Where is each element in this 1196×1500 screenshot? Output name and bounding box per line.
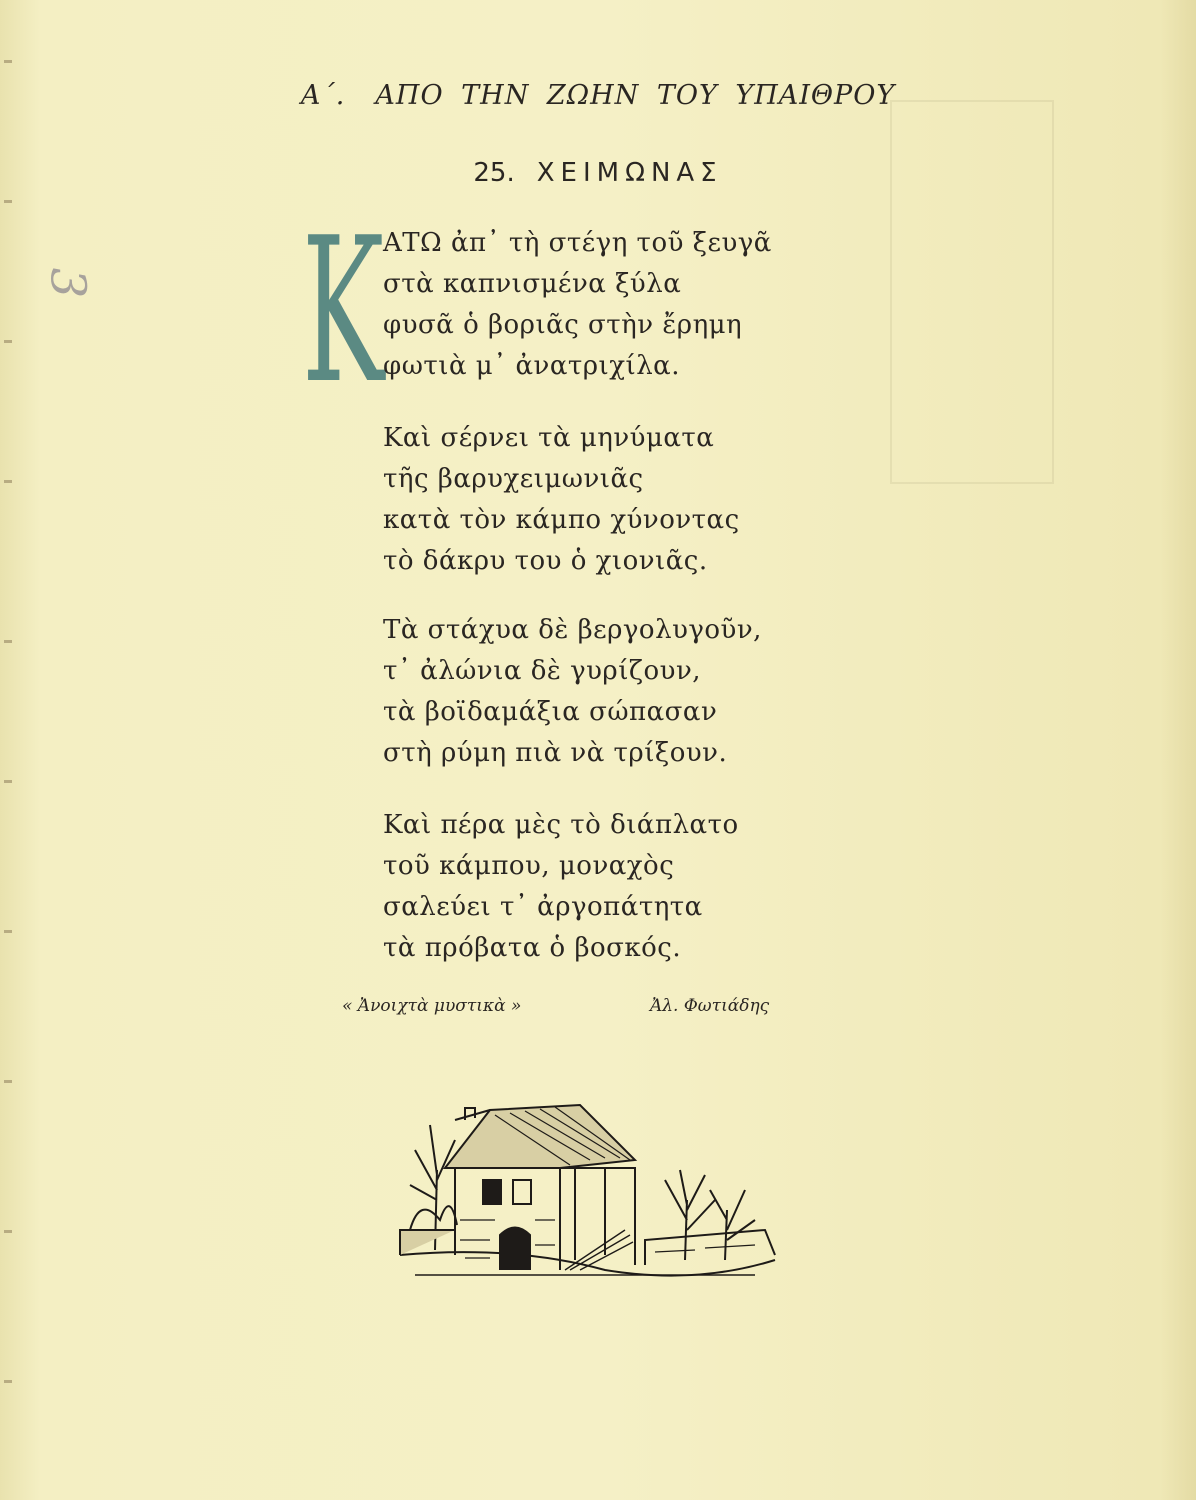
binding-mark [4,340,12,343]
stanza [383,223,772,387]
poem-line: Τὰ στάχυα δὲ βεργολυγοῦν, [383,615,762,645]
poem-line: κατὰ τὸν κάμπο χύνοντας [383,505,740,535]
poem-line: Καὶ σέρνει τὰ μηνύματα [383,423,715,453]
poem-line: τοῦ κάμπου, μοναχὸς [383,851,675,881]
stanza [383,610,762,774]
poem-line: στὰ καπνισμένα ξύλα [383,269,682,299]
poem-line: τὸ δάκρυ του ὁ χιονιᾶς. [383,546,708,576]
section-header [0,80,1196,111]
binding-mark [4,60,12,63]
binding-mark [4,1380,12,1383]
poem-line: τὰ πρόβατα ὁ βοσκός. [383,933,682,963]
poem-line: τ᾽ ἀλώνια δὲ γυρίζουν, [383,656,702,686]
poem-number: 25. [473,158,515,188]
poem-line: ΑΤΩ ἀπ᾽ τὴ στέγη τοῦ ξευγᾶ [383,228,772,258]
binding-mark [4,640,12,643]
poem-line: σαλεύει τ᾽ ἀργοπάτητα [383,892,703,922]
binding-mark [4,930,12,933]
poem-line: φωτιὰ μ᾽ ἀνατριχίλα. [383,351,681,381]
binding-mark [4,200,12,203]
poem-title-text: ΧΕΙΜΩΝΑΣ [536,158,723,188]
stanza [383,418,740,582]
poem-line: Καὶ πέρα μὲς τὸ διάπλατο [383,810,739,840]
binding-mark [4,1080,12,1083]
binding-mark [4,480,12,483]
section-part-number: Α΄. [300,80,346,111]
poem-line: τὰ βοϊδαμάξια σώπασαν [383,697,718,727]
poem-line: φυσᾶ ὁ βοριᾶς στὴν ἔρημη [383,310,743,340]
stanza [383,805,739,969]
poem-title [0,158,1196,188]
binding-mark [4,1230,12,1233]
binding-mark [4,780,12,783]
house-vignette-illustration [395,1080,785,1295]
pencil-margin-note: 3 [39,267,96,299]
poem-author: Ἀλ. Φωτιάδης [650,996,770,1016]
poem-source: « Ἀνοιχτὰ μυστικὰ » [342,996,522,1016]
poem-line: στὴ ρύμη πιὰ νὰ τρίξουν. [383,738,728,768]
drop-cap: Κ [302,195,385,428]
poem-line: τῆς βαρυχειμωνιᾶς [383,464,644,494]
section-title: ΑΠΟ ΤΗΝ ΖΩΗΝ ΤΟΥ ΥΠΑΙΘΡΟΥ [375,80,896,111]
